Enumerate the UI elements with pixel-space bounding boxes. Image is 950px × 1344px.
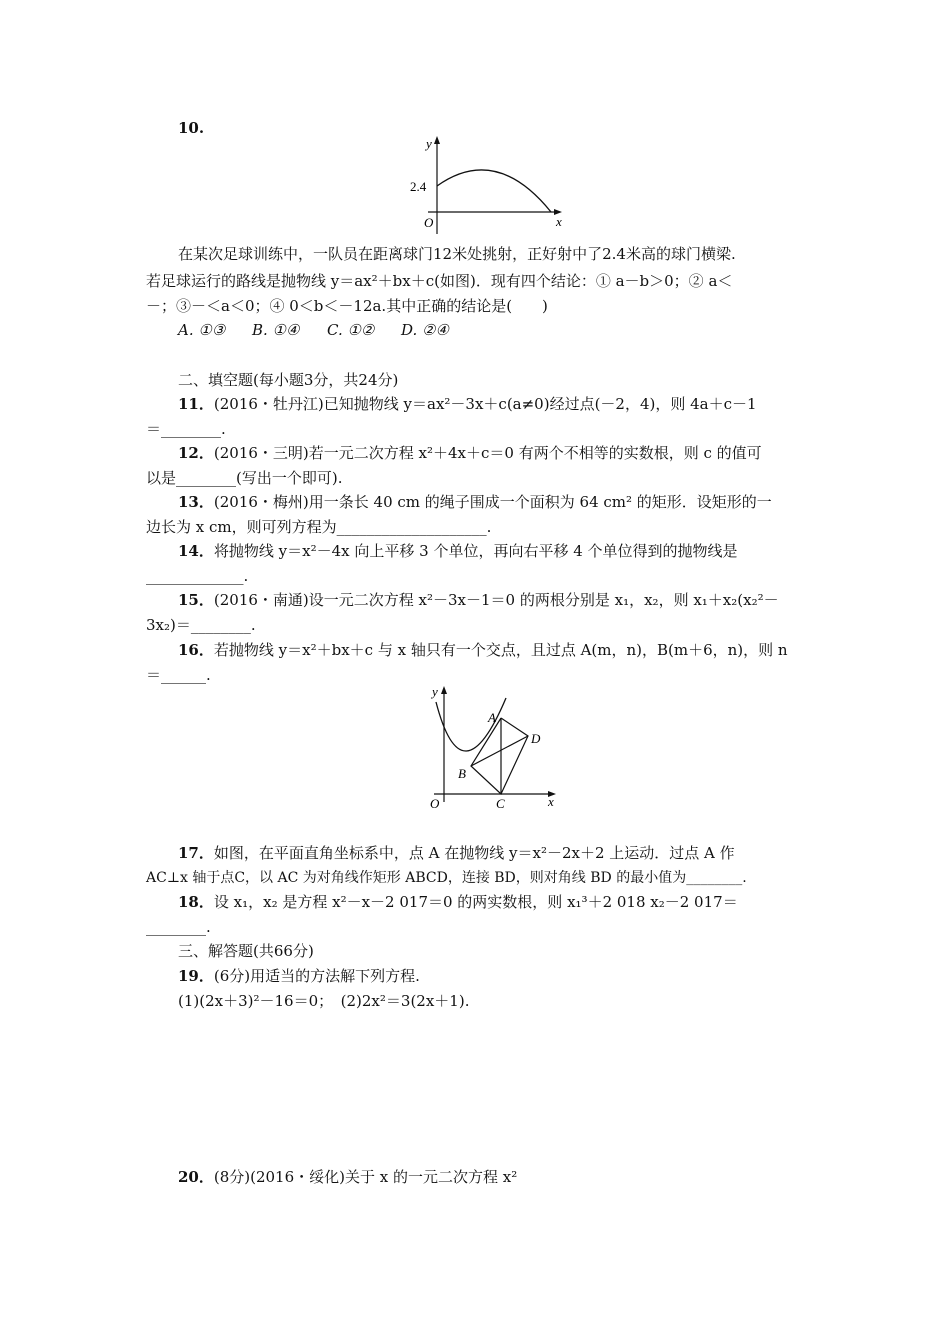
question-15-text-line-1: (2016・南通)设一元二次方程 x²－3x－1＝0 的两根分别是 x₁，x₂，则 x₁＋x₂(x₂²－ <box>213 591 779 609</box>
question-11-number: 11． <box>178 395 214 413</box>
question-19-text-line-2: (1)(2x＋3)²－16＝0； (2)2x²＝3(2x＋1). <box>178 992 470 1010</box>
question-16-text-line-2: ＝______. <box>146 666 211 684</box>
ball-trajectory-curve <box>437 170 551 212</box>
question-17-text-line-2: AC⊥x 轴于点C，以 AC 为对角线作矩形 ABCD，连接 BD，则对角线 BD 的最小值为________. <box>146 870 747 886</box>
question-14-number: 14． <box>178 542 214 560</box>
question-11 <box>178 394 757 414</box>
question-20 <box>178 1167 517 1187</box>
question-18-number: 18． <box>178 893 214 911</box>
question-20-text-line-1: (8分)(2016・绥化)关于 x 的一元二次方程 x² <box>213 1168 518 1186</box>
y-axis-arrow <box>434 136 440 144</box>
question-18 <box>178 892 738 912</box>
y-axis-label: y <box>432 684 438 699</box>
point-a-label: A <box>488 710 496 725</box>
rectangle-abcd <box>471 718 528 794</box>
y-axis-label: y <box>426 136 432 151</box>
question-20-number: 20． <box>178 1168 214 1186</box>
question-10-text-line-2: 若足球运行的路线是抛物线 y＝ax²＋bx＋c(如图)．现有四个结论：① a－b＞0；② a＜ <box>146 272 733 290</box>
question-10-number: 10. <box>178 119 205 137</box>
question-15-number: 15． <box>178 591 214 609</box>
question-14-text-line-1: 将抛物线 y＝x²－4x 向上平移 3 个单位，再向右平移 4 个单位得到的抛物线是 <box>213 542 738 560</box>
question-12-number: 12． <box>178 444 214 462</box>
question-19-number: 19． <box>178 967 214 985</box>
question-18-text-line-2: ________. <box>146 918 211 936</box>
origin-label: O <box>424 215 434 230</box>
question-16 <box>178 640 788 660</box>
y-axis-arrow <box>441 686 447 694</box>
question-16-number: 16． <box>178 641 214 659</box>
figure-rectangle-17 <box>424 684 564 814</box>
question-17-number: 17． <box>178 844 214 862</box>
question-15 <box>178 590 779 610</box>
question-14-text-line-2: _____________. <box>146 567 249 585</box>
x-axis-label: x <box>556 214 562 229</box>
question-12 <box>178 443 762 463</box>
question-10-option-a: A. ①③ <box>178 321 226 339</box>
point-d-label: D <box>531 731 541 746</box>
question-17-text-line-1: 如图，在平面直角坐标系中，点 A 在抛物线 y＝x²－2x＋2 上运动．过点 A 作 <box>213 844 735 862</box>
question-10-option-c: C. ①② <box>327 321 375 339</box>
point-b-label: B <box>458 766 466 781</box>
question-11-text-line-2: ＝________. <box>146 420 226 438</box>
question-10-option-b: B. ①④ <box>252 321 300 339</box>
question-13-text-line-1: (2016・梅州)用一条长 40 cm 的绳子围成一个面积为 64 cm² 的矩形．设矩形的一 <box>213 493 772 511</box>
question-18-text-line-1: 设 x₁，x₂ 是方程 x²－x－2 017＝0 的两实数根，则 x₁³＋2 018 x₂－2 017＝ <box>213 893 738 911</box>
height-label: 2.4 <box>410 179 427 194</box>
question-10-text-line-1: 在某次足球训练中，一队员在距离球门12米处挑射，正好射中了2.4米高的球门横梁. <box>178 245 736 263</box>
point-c-label: C <box>496 796 505 811</box>
question-10-text-line-3: －；③－＜a＜0；④ 0＜b＜－12a.其中正确的结论是( ) <box>146 297 548 315</box>
section-2-heading: 二、填空题(每小题3分，共24分) <box>178 371 399 389</box>
origin-label: O <box>430 796 440 811</box>
question-10-option-d: D. ②④ <box>401 321 449 339</box>
question-16-text-line-1: 若抛物线 y＝x²＋bx＋c 与 x 轴只有一个交点，且过点 A(m，n)，B(m＋6，n)，则 n <box>213 641 788 659</box>
question-14 <box>178 541 738 561</box>
question-12-text-line-1: (2016・三明)若一元二次方程 x²＋4x＋c＝0 有两个不相等的实数根，则 c 的值可 <box>213 444 762 462</box>
question-12-text-line-2: 以是________(写出一个即可). <box>146 469 343 487</box>
x-axis-label: x <box>548 794 554 809</box>
question-17 <box>178 843 735 863</box>
question-19 <box>178 966 420 986</box>
question-11-text-line-1: (2016・牡丹江)已知抛物线 y＝ax²－3x＋c(a≠0)经过点(－2，4)，则 4a＋c－1 <box>213 395 757 413</box>
figure-parabola-10 <box>410 134 570 244</box>
section-3-heading: 三、解答题(共66分) <box>178 942 314 960</box>
question-19-text-line-1: (6分)用适当的方法解下列方程. <box>213 967 420 985</box>
diagonal-bd <box>471 736 528 766</box>
question-13 <box>178 492 772 512</box>
question-13-text-line-2: 边长为 x cm，则可列方程为____________________. <box>146 518 492 536</box>
question-13-number: 13． <box>178 493 214 511</box>
question-15-text-line-2: 3x₂)＝________. <box>146 616 256 634</box>
